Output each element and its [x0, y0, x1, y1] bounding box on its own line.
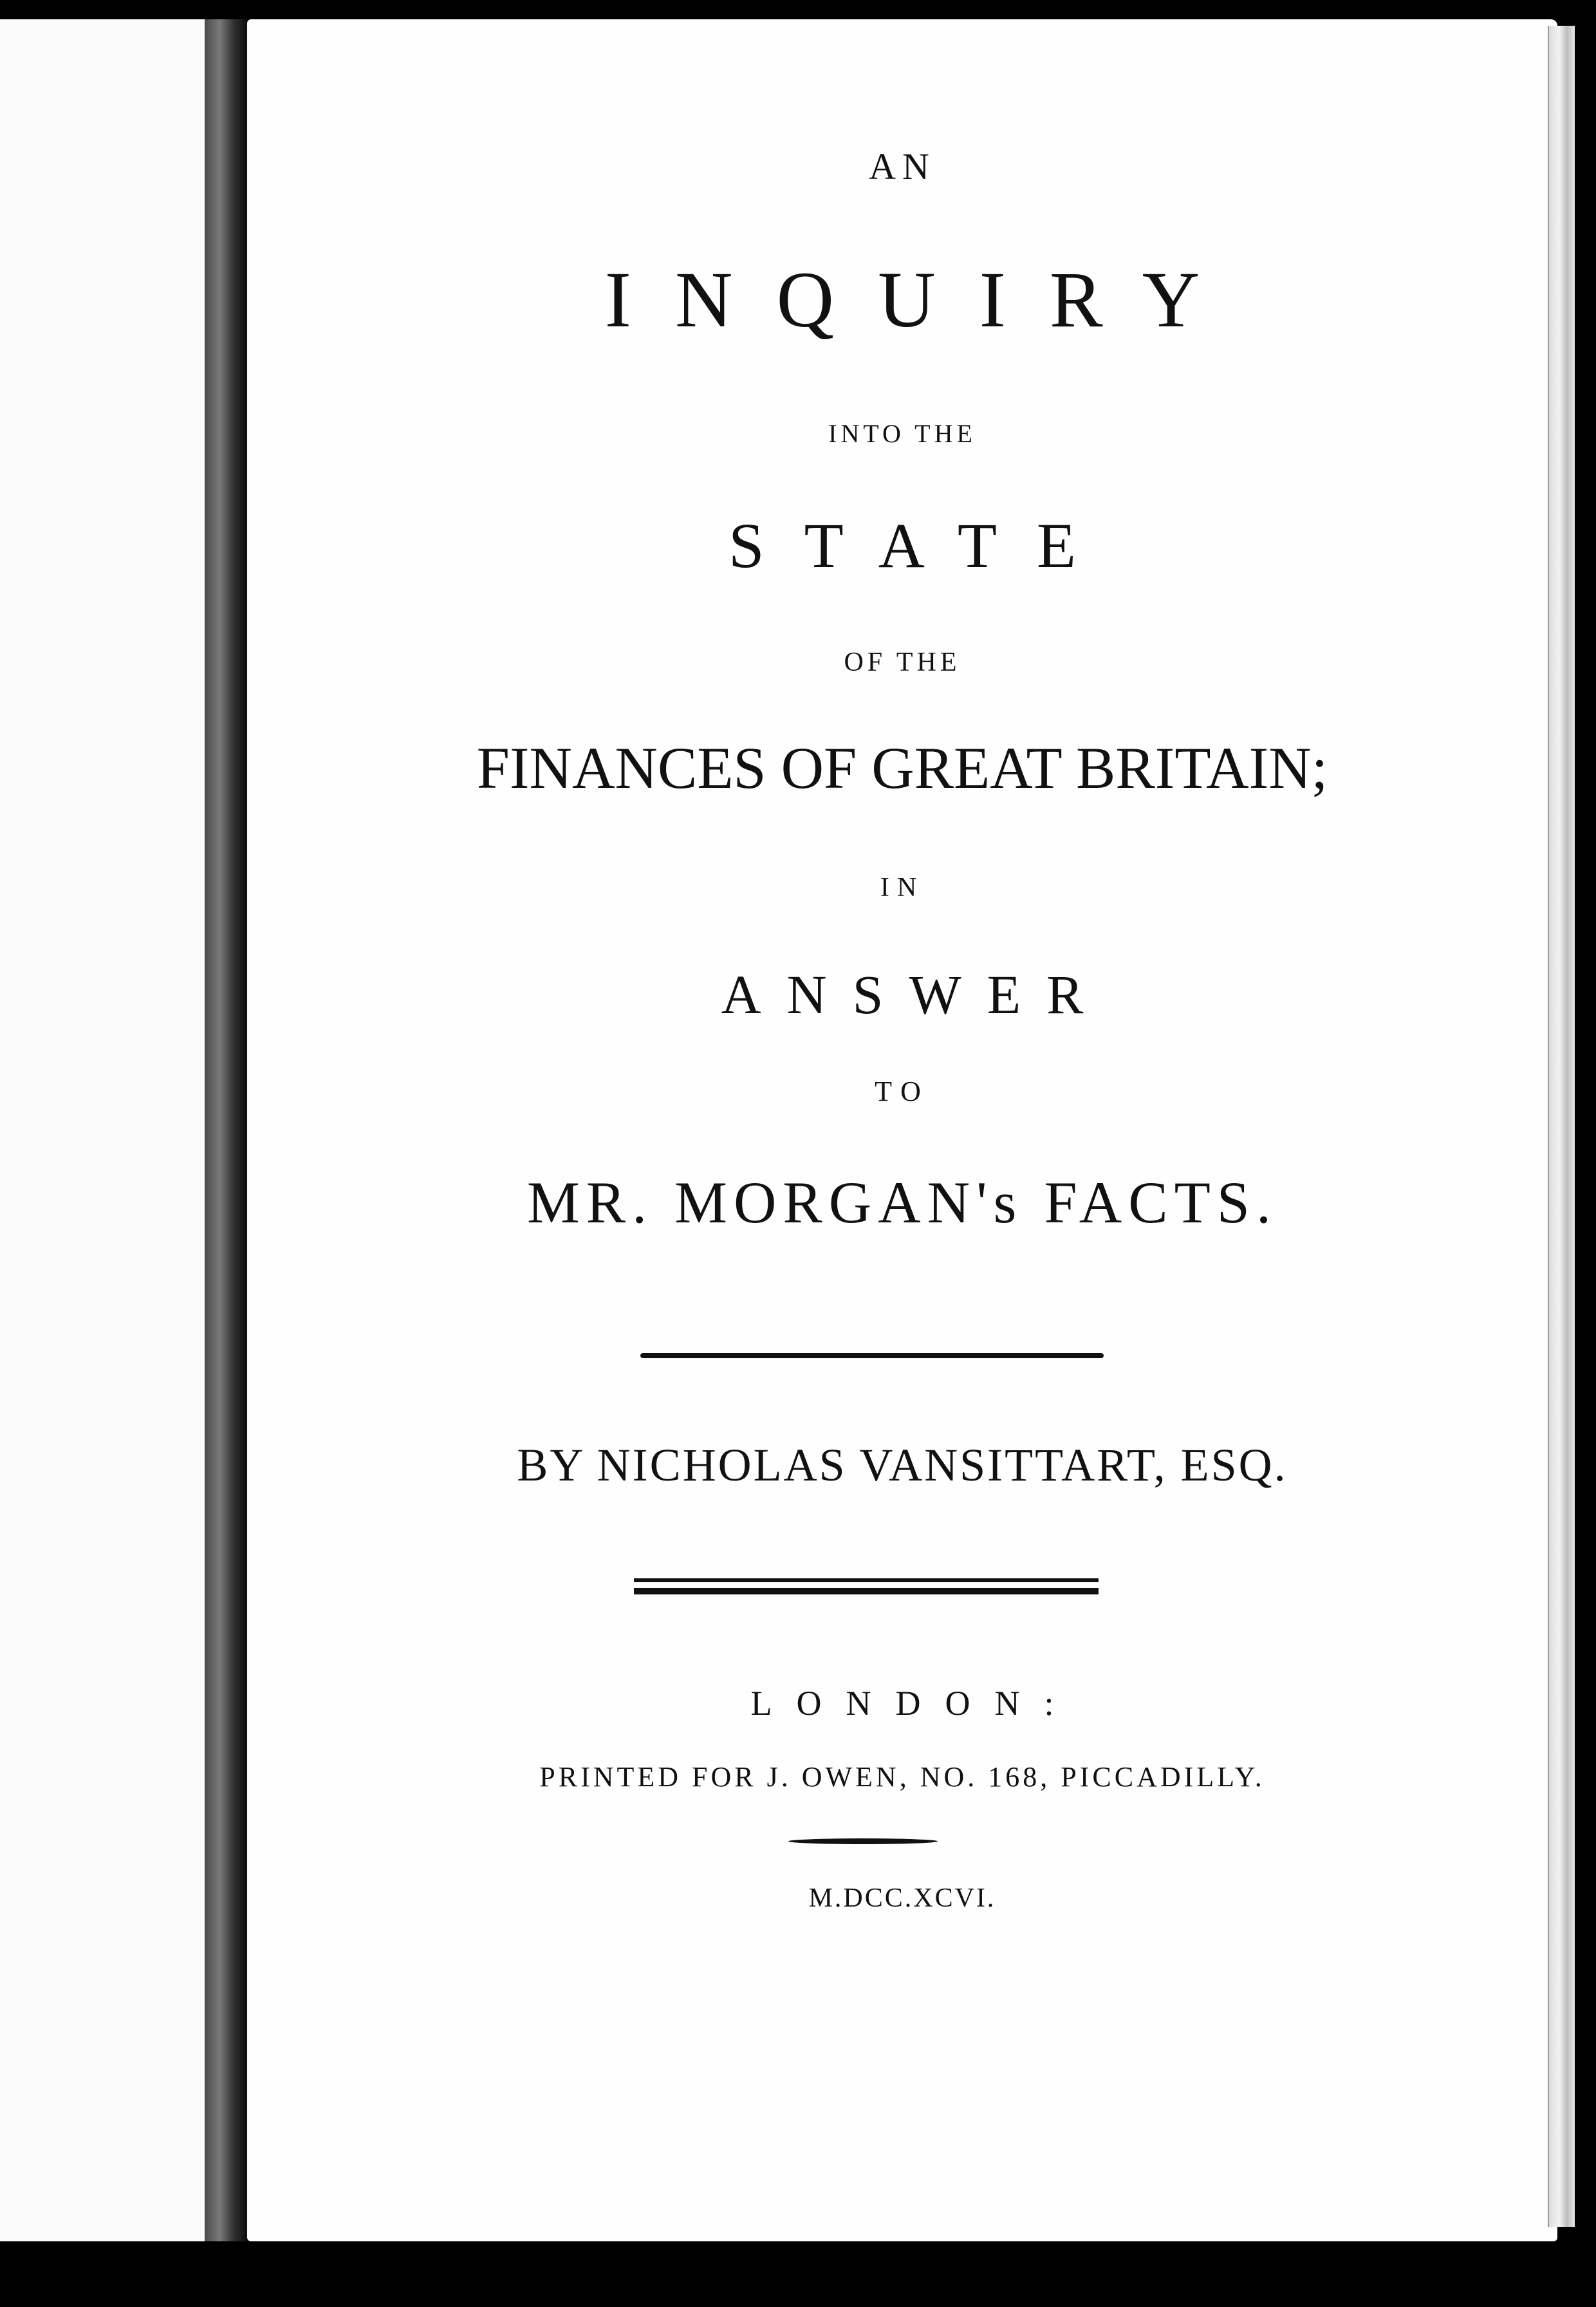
title-to: TO: [875, 1076, 930, 1107]
title-finances: FINANCES OF GREAT BRITAIN;: [476, 735, 1328, 801]
title-of-the: OF THE: [844, 648, 961, 677]
rule-upper: [640, 1353, 1104, 1358]
title-morgan-facts: MR. MORGAN's FACTS.: [527, 1170, 1277, 1235]
rule-ornament: [788, 1838, 938, 1844]
facing-blank-leaf: [0, 19, 205, 2241]
imprint-printer: PRINTED FOR J. OWEN, NO. 168, PICCADILLY.: [539, 1761, 1265, 1793]
title-answer: ANSWER: [721, 964, 1109, 1025]
double-rule-bottom: [634, 1588, 1099, 1594]
book-gutter: [205, 19, 247, 2241]
imprint-city: LONDON:: [750, 1684, 1079, 1723]
title-state: STATE: [728, 510, 1116, 581]
title-in: IN: [880, 873, 925, 902]
title-into-the: INTO THE: [828, 419, 976, 448]
author-line: BY NICHOLAS VANSITTART, ESQ.: [517, 1439, 1288, 1491]
double-rule-top: [634, 1578, 1099, 1582]
imprint-date: M.DCC.XCVI.: [808, 1883, 996, 1913]
title-inquiry: INQUIRY: [604, 256, 1244, 344]
title-an: AN: [869, 145, 936, 187]
